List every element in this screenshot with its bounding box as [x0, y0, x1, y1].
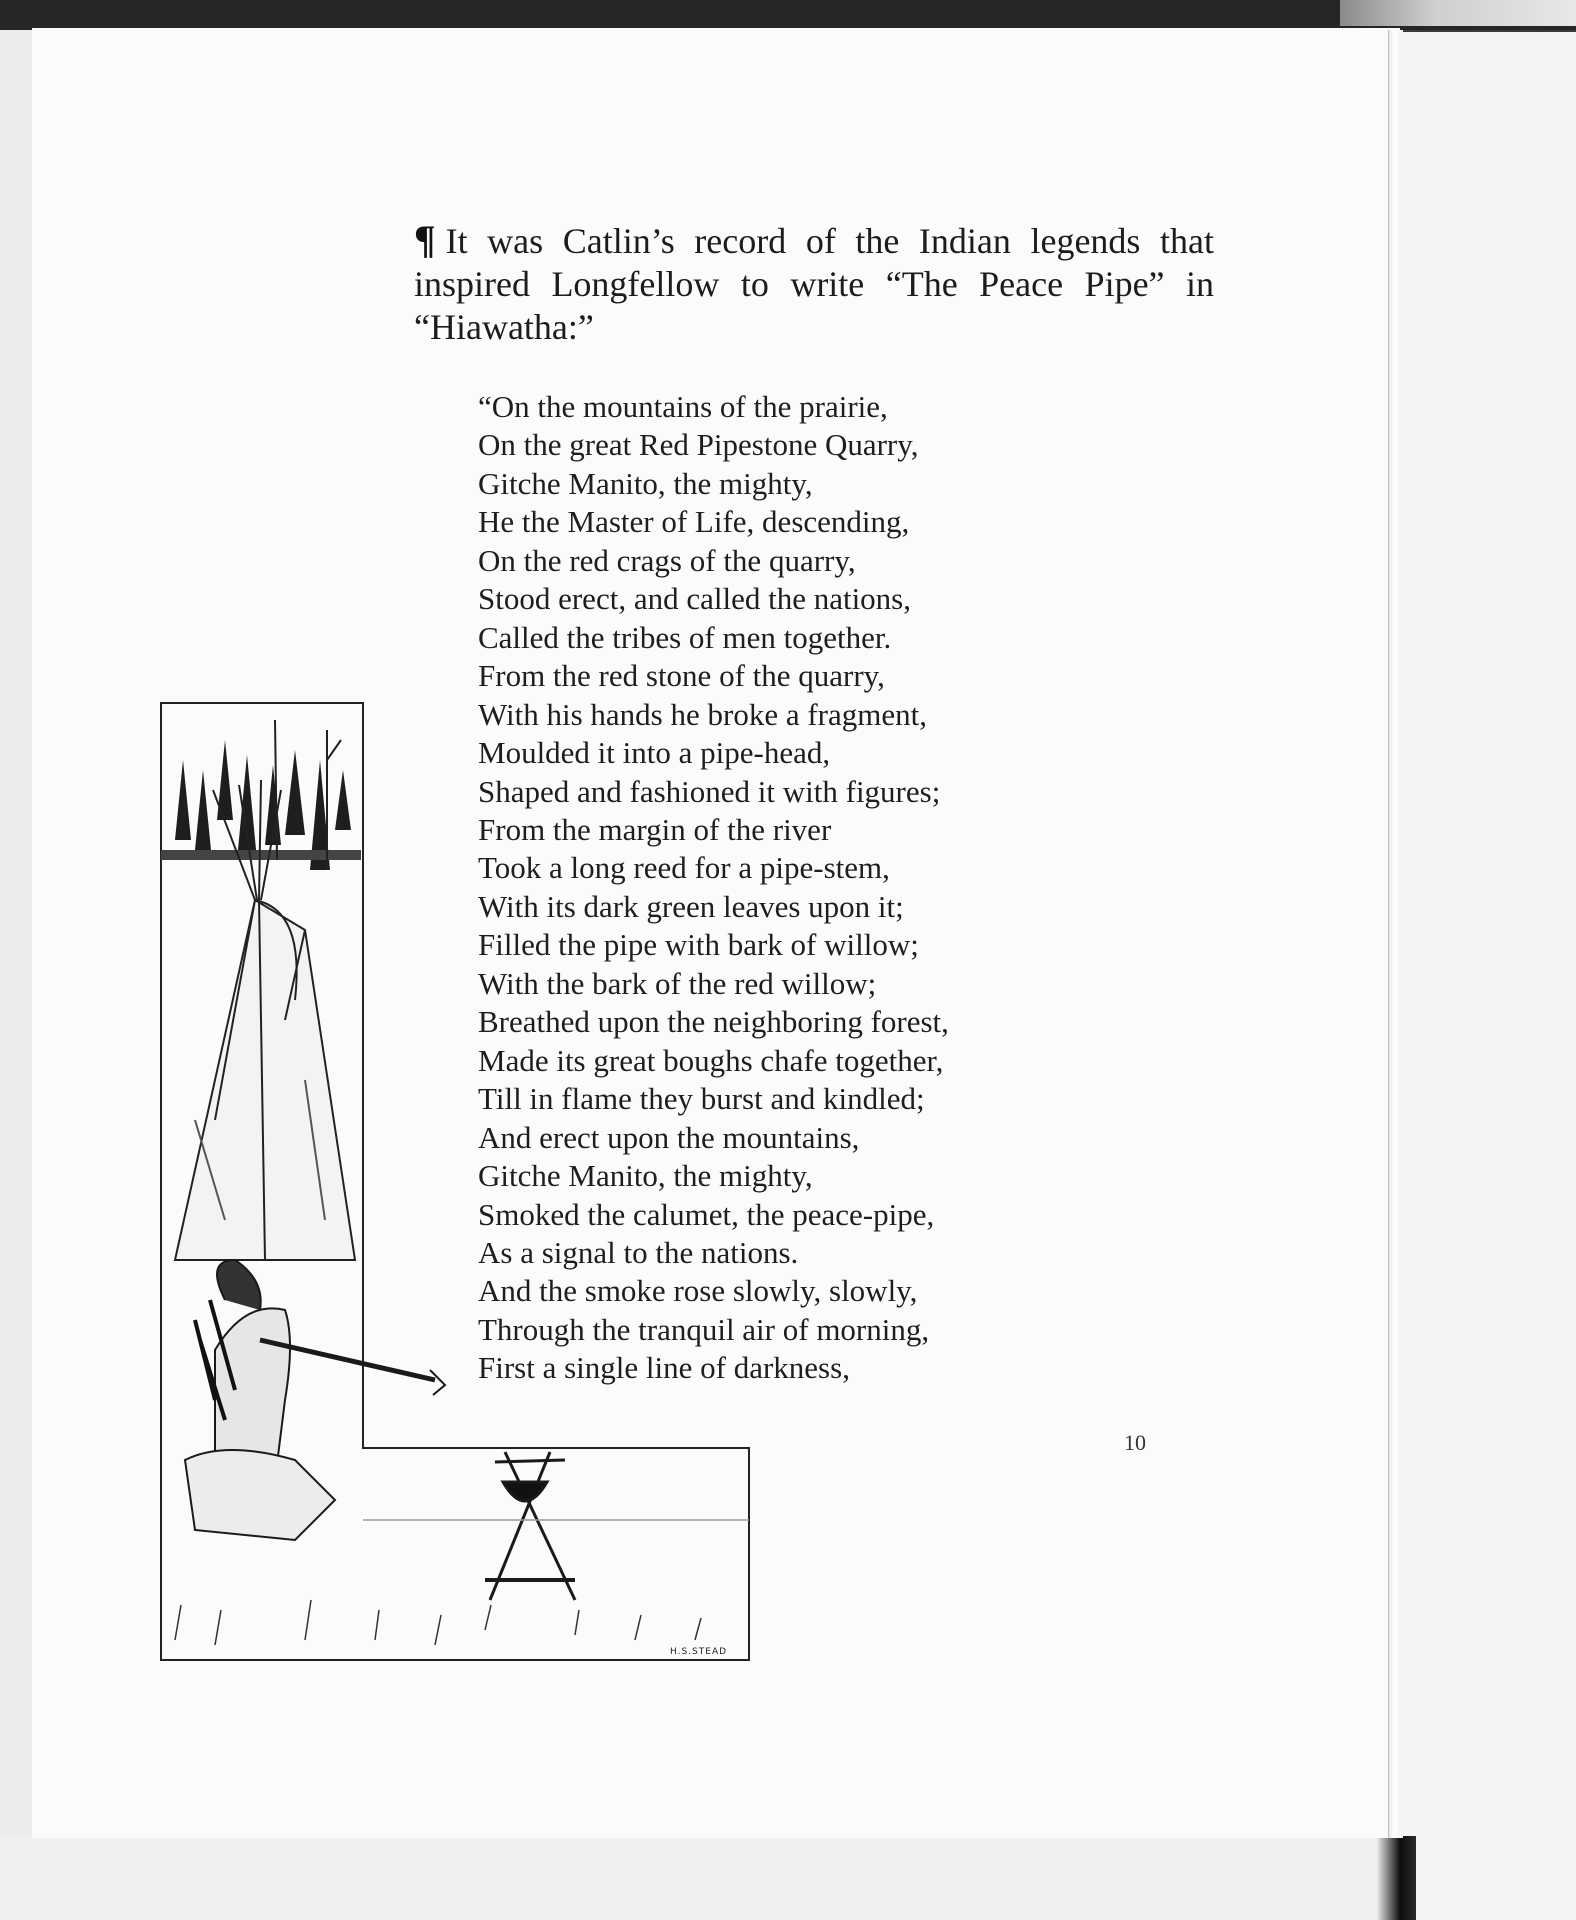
pilcrow-mark: ¶	[414, 217, 436, 262]
poem-line: Made its great boughs chafe together,	[478, 1042, 944, 1078]
poem-line: Till in flame they burst and kindled;	[478, 1081, 925, 1117]
poem-line: Gitche Manito, the mighty,	[478, 465, 813, 501]
chief-figure-icon	[185, 1260, 445, 1540]
page-number: 10	[1124, 1430, 1146, 1455]
page-edge	[1388, 30, 1403, 1838]
poem-line: “On the mountains of the prairie,	[478, 389, 888, 424]
poem-line: As a signal to the nations.	[478, 1234, 799, 1270]
poem-line: Stood erect, and called the nations,	[478, 581, 912, 617]
scan-border-left	[0, 30, 32, 1836]
poem-line: Moulded it into a pipe-head,	[478, 735, 831, 771]
poem-line: He the Master of Life, descending,	[478, 504, 910, 540]
poem-line: With its dark green leaves upon it;	[478, 888, 904, 924]
tree-trunk-icon	[275, 720, 341, 870]
poem-line: And the smoke rose slowly, slowly,	[478, 1273, 918, 1309]
grass-ground-icon	[175, 1520, 749, 1645]
poem-line: Called the tribes of men together.	[478, 619, 892, 655]
poem-line: Filled the pipe with bark of willow;	[478, 927, 919, 963]
poem-line: Took a long reed for a pipe-stem,	[478, 850, 890, 886]
scan-glare	[1340, 0, 1576, 26]
poem-line: On the great Red Pipestone Quarry,	[478, 427, 919, 463]
cooking-pot-tripod-icon	[485, 1452, 575, 1600]
scan-border-bottom	[0, 1836, 1400, 1920]
poem-line: On the red crags of the quarry,	[478, 542, 856, 578]
poem-line: First a single line of darkness,	[478, 1350, 850, 1386]
poem-line: Smoked the calumet, the peace-pipe,	[478, 1196, 935, 1232]
artist-signature: H.S.STEAD	[670, 1647, 728, 1657]
poem-line: Breathed upon the neighboring forest,	[478, 1004, 949, 1040]
facing-page	[1400, 32, 1576, 1920]
poem-line: Through the tranquil air of morning,	[478, 1311, 930, 1347]
illustration-chief-with-peace-pipe	[155, 700, 755, 1670]
poem-line: Gitche Manito, the mighty,	[478, 1158, 813, 1194]
intro-text: It was Catlin’s record of the Indian legends that inspired Longfellow to write “The Peace Pipe” in “Hiawatha:”	[414, 221, 1214, 347]
poem-line: Shaped and fashioned it with figures;	[478, 773, 941, 809]
poem-line: With his hands he broke a fragment,	[478, 696, 927, 732]
poem-line: With the bark of the red willow;	[478, 965, 877, 1001]
intro-paragraph	[414, 218, 1214, 349]
poem-line: And erect upon the mountains,	[478, 1119, 860, 1155]
binding-shadow	[1376, 1836, 1416, 1920]
poem-line: From the margin of the river	[478, 811, 832, 847]
poem-line: From the red stone of the quarry,	[478, 658, 885, 694]
